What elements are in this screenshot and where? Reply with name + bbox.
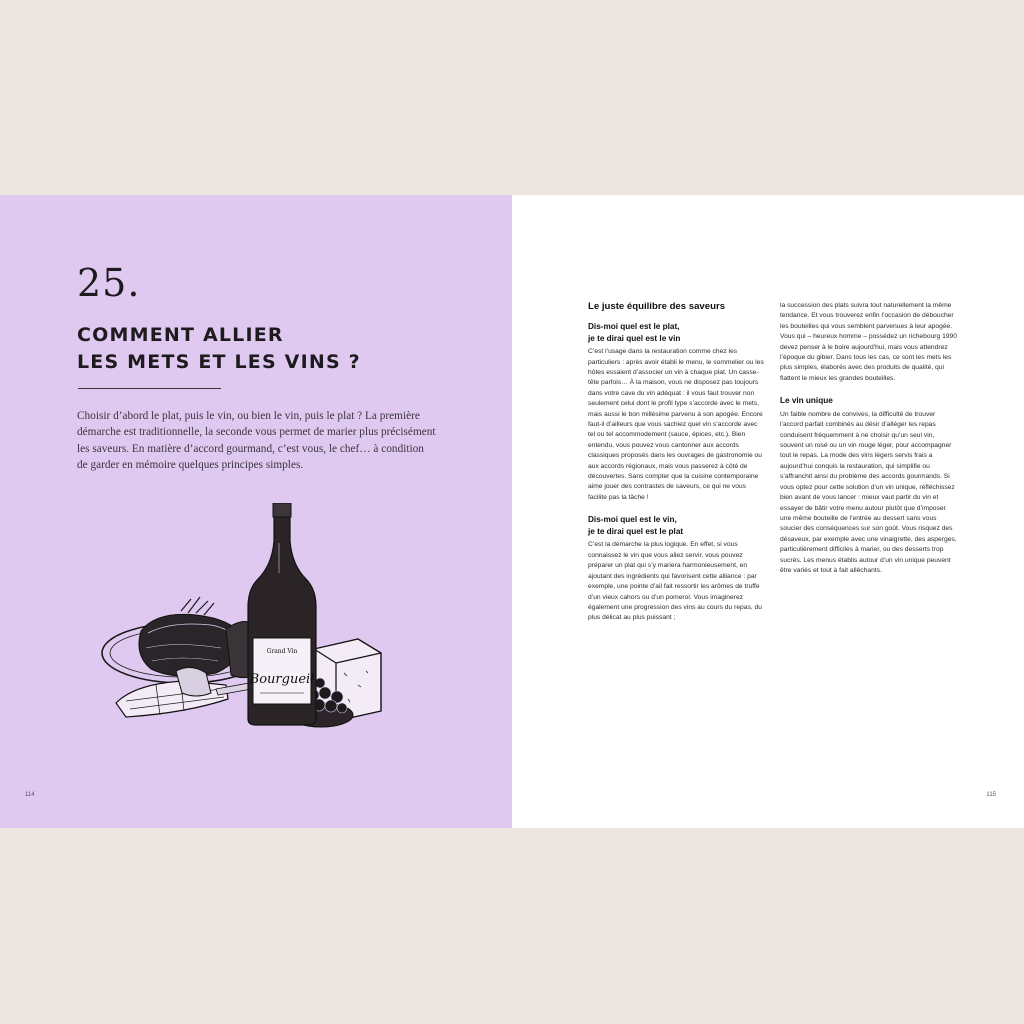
section-heading: Le juste équilibre des saveurs [588, 301, 726, 312]
paragraph: la succession des plats suivra tout naturellement la même tendance. Et vous trouverez enfin l’occasion de déboucher les bouteilles qui vous semblent parvenues à leur apogée. Vous qui – heureux homme – possédez un richebourg 1990 devez penser à le boire aujourd’hui, mais vous attendrez l’époque du gibier. Dans tous les cas, ce sont les mets les plus simples, élaborés avec des produits de qualité, qui flattent le mieux les grandes bouteilles. [780, 302, 957, 382]
intro-paragraph: Choisir d’abord le plat, puis le vin, ou bien le vin, puis le plat ? La première démarche est traditionnelle, la seconde vous permet de marier plus précisément les saveurs. En matière d’accord gourmand, c’est vous, le chef… à condition de garder en mémoire quelques principes simples. [77, 410, 436, 472]
subheading-line: Dis-moi quel est le plat, [588, 322, 680, 331]
title-divider [78, 388, 221, 389]
bottle-label-line2: Bourgueil [249, 672, 315, 687]
chapter-title-line1: COMMENT ALLIER [77, 324, 284, 346]
paragraph: C’est la démarche la plus logique. En effet, si vous connaissez le vin que vous allez servir, vous pouvez préparer un plat qui s’y mariera harmonieusement, en ajoutant des ingrédients qui favorisent cette alliance : par exemple, une pointe d’ail fait ressortir les arômes de truffe d’un vieux cahors ou d’un pomerol. Vous imaginerez également une progression des vins au cours du repas, du plus délicat au plus puissant ; [588, 541, 762, 622]
text-column-2 [780, 301, 957, 587]
paragraph: C’est l’usage dans la restauration comme chez les particuliers : après avoir établi le menu, le sommelier ou les hôtes essaient d’associer un vin à chaque plat. Un casse-tête parfois… À la maison, vous ne disposez pas toujours dans votre cave du vin adéquat : il vous faut trouver non seulement celui dont le profil type s’accorde avec le mets, mais aussi le bon millésime parvenu à son apogée. Encore faut-il d’ailleurs que vous sachiez quel vin s’accorde avec tel ou tel accommodement (sauce, épices, etc.). Bien entendu, vous pouvez vous cantonner aux accords classiques proposés dans les ouvrages de gastronomie ou aux accords régionaux, mais vous passerez à côté de découvertes. Sans compter que la cuisine contemporaine aime jouer des contrastes de saveurs, ce qui ne vous facilite pas la tâche ! [588, 348, 764, 501]
subheading-line: je te dirai quel est le plat [588, 526, 684, 536]
subheading-wine-first [588, 514, 765, 537]
subheading-single-wine: Le vin unique [780, 396, 833, 406]
subheading-line: Dis-moi quel est le vin, [588, 515, 677, 525]
page-number-right: 115 [986, 792, 996, 798]
book-spread [0, 195, 1024, 828]
chapter-title-line2: LES METS ET LES VINS ? [77, 351, 361, 373]
right-page [512, 195, 1024, 828]
wine-and-food-illustration [96, 503, 396, 733]
text-column-1 [588, 301, 765, 635]
bottle-label-line1: Grand Vin [266, 648, 298, 655]
paragraph: Un faible nombre de convives, la difficulté de trouver l’accord parfait combinés au désir d’alléger les repas conduisent fréquemment à ne choisir qu’un seul vin, souvent un rosé ou un vin rouge léger, pour accompagner tout le repas. La mode des vins légers servis frais a aujourd’hui conquis la restauration, qui simplifie ou s’affranchit ainsi du problème des accords gourmands. Si vous optez pour cette solution d’un vin unique, réfléchissez bien avant de vous lancer : mieux vaut partir du vin et essayer de bâtir votre menu autour plutôt que d’imposer une même bouteille de l’entrée au dessert sans vous soucier des conséquences sur son goût. Vous risquez des désaveux, par exemple avec une vinaigrette, des asperges, particulièrement difficiles à marier, ou des desserts trop sucrés. Les menus établis autour d’un vin unique peuvent être variés et tout à fait alléchants. [780, 410, 957, 574]
left-page [0, 195, 512, 828]
subheading-line: je te dirai quel est le vin [588, 333, 681, 343]
chapter-number: 25. [77, 261, 141, 305]
page-number-left: 114 [25, 792, 35, 798]
chapter-title [77, 322, 407, 376]
subheading-plate-first [588, 321, 765, 344]
